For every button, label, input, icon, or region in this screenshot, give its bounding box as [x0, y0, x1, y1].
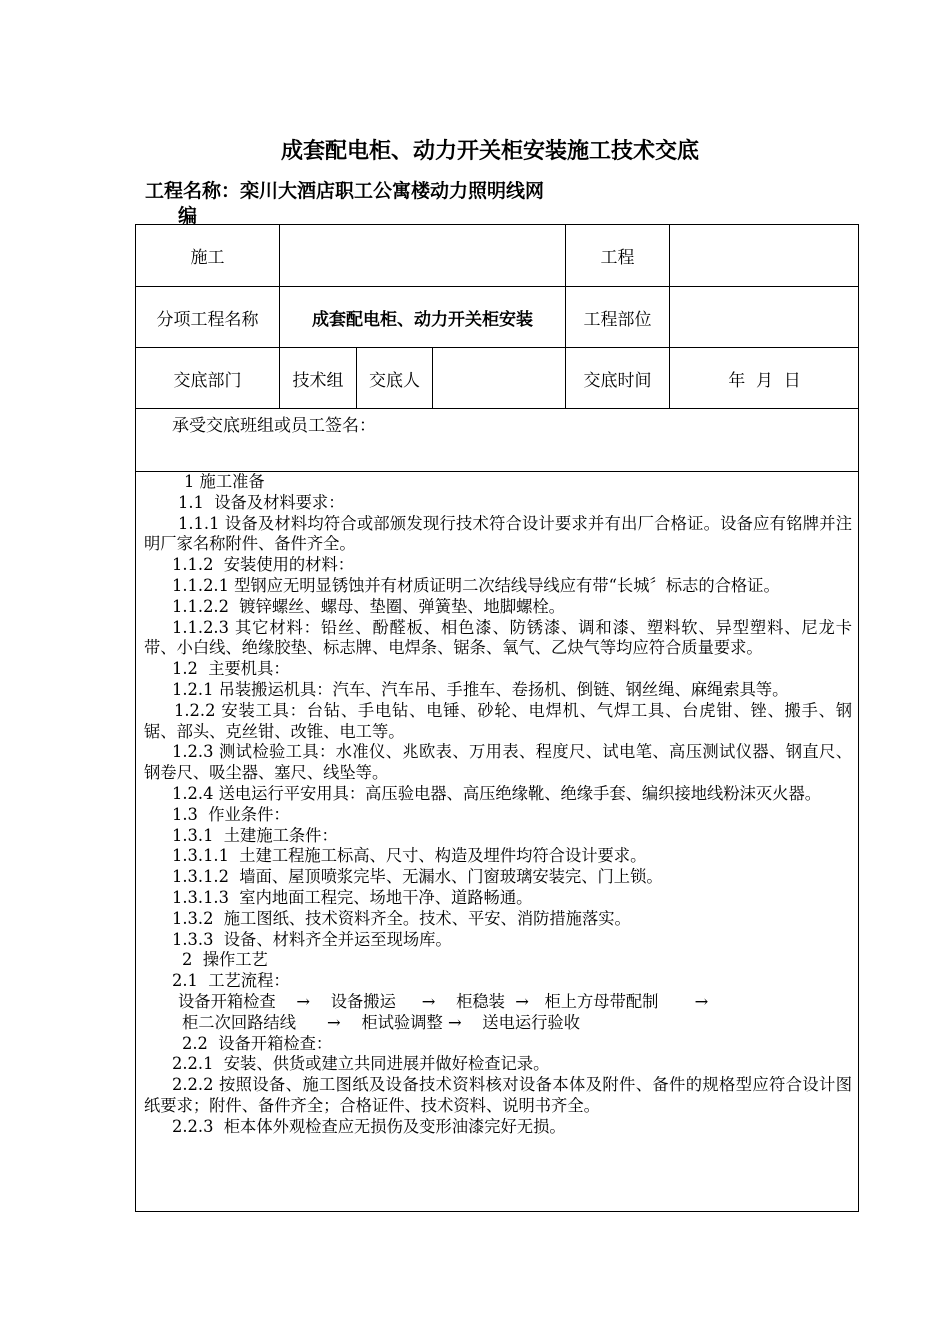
document-title: 成套配电柜、动力开关柜安装施工技术交底: [280, 139, 699, 164]
content-paragraph: 1.2.1 吊装搬运机具：汽车、汽车吊、手推车、卷扬机、倒链、钢丝绳、麻绳索具等。: [172, 679, 789, 699]
presenter-label: 交底人: [369, 370, 420, 391]
disclosure-content: [144, 472, 852, 1138]
content-paragraph: 1.1.2 安装使用的材料：: [172, 555, 355, 575]
presenter-value: [433, 348, 565, 408]
project-part-label: 工程部位: [583, 309, 652, 330]
sub-item-label: 分项工程名称: [156, 309, 259, 330]
content-paragraph: 1.2.3 测试检验工具：水准仪、兆欧表、万用表、程度尺、试电笔、高压测试仪器、钢直尺、钢卷尺、吸尘器、塞尺、线坠等。: [144, 742, 852, 783]
content-paragraph: 柜二次回路结线 → 柜试验调整 → 送电运行验收: [182, 1012, 580, 1032]
content-paragraph: 1.1.2.3 其它材料：铅丝、酚醛板、相色漆、防锈漆、调和漆、塑料软、异型塑料、尼龙卡带、小白线、绝缘胶垫、标志牌、电焊条、锯条、氧气、乙炔气等均应符合质量要求。: [144, 617, 852, 658]
content-paragraph: 2.2.2 按照设备、施工图纸及设备技术资料核对设备本体及附件、备件的规格型应符合设计图纸要求；附件、备件齐全；合格证件、技术资料、说明书齐全。: [144, 1075, 852, 1115]
content-paragraph: 2.2.3 柜本体外观检查应无损伤及变形油漆完好无损。: [172, 1116, 566, 1136]
content-paragraph: 1.3.1.1 土建工程施工标高、尺寸、构造及埋件均符合设计要求。: [172, 846, 647, 866]
content-paragraph: 2.2 设备开箱检查：: [182, 1033, 333, 1053]
content-paragraph: 1.2 主要机具：: [172, 659, 290, 679]
content-paragraph: 1.3.1.2 墙面、屋顶喷浆完毕、无漏水、门窗玻璃安装完、门上锁。: [172, 867, 663, 887]
content-paragraph: 1.1.2.1 型钢应无明显锈蚀并有材质证明二次结线导线应有带“长城〞标志的合格证。: [172, 575, 780, 595]
content-paragraph: 1.3.1 土建施工条件：: [172, 825, 338, 845]
content-paragraph: 1.2.2 安装工具：台钻、手电钻、电锤、砂轮、电焊机、气焊工具、台虎钳、锉、搬手、钢锯、部头、克丝钳、改锥、电工等。: [144, 700, 852, 741]
date-value: 年 月 日: [728, 370, 801, 391]
project-name: 工程名称：栾川大酒店职工公寓楼动力照明线网: [145, 180, 545, 202]
content-paragraph: 2.1 工艺流程：: [172, 971, 290, 991]
content-paragraph: 1.2.4 送电运行平安用具：高压验电器、高压绝缘靴、绝缘手套、编织接地线粉沫灭火器。: [172, 783, 822, 803]
content-paragraph: 1.3.1.3 室内地面工程完、场地干净、道路畅通。: [172, 887, 533, 907]
sub-item-value: 成套配电柜、动力开关柜安装: [312, 309, 533, 330]
content-paragraph: 2 操作工艺: [182, 950, 268, 970]
content-paragraph: 1 施工准备: [184, 472, 265, 491]
signature-label: 承受交底班组或员工签名：: [172, 416, 376, 436]
department-value: 技术组: [292, 370, 344, 391]
project-name-continuation: 编: [178, 205, 198, 227]
construction-label: 施工: [190, 248, 225, 268]
content-paragraph: 1.1.1 设备及材料均符合或部颁发现行技术符合设计要求并有出厂合格证。设备应有铭牌并注明厂家名称附件、备件齐全。: [144, 513, 852, 554]
project-part-value: [670, 287, 859, 347]
content-paragraph: 1.1.2.2 镀锌螺丝、螺母、垫圈、弹簧垫、地脚螺栓。: [172, 596, 565, 616]
construction-value: [280, 225, 565, 286]
content-paragraph: 1.1 设备及材料要求：: [178, 492, 345, 512]
project-label: 工程: [600, 248, 635, 268]
content-paragraph: 1.3.2 施工图纸、技术资料齐全。技术、平安、消防措施落实。: [172, 908, 631, 928]
content-paragraph: 2.2.1 安装、供货或建立共同进展并做好检查记录。: [172, 1054, 550, 1074]
table-row-divider: [135, 408, 859, 409]
content-paragraph: 设备开箱检查 → 设备搬运 → 柜稳装 → 柜上方母带配制 →: [178, 991, 709, 1011]
department-label: 交底部门: [173, 370, 242, 391]
date-label: 交底时间: [583, 370, 652, 391]
content-paragraph: 1.3 作业条件：: [172, 804, 290, 824]
project-value: [670, 225, 859, 286]
content-paragraph: 1.3.3 设备、材料齐全并运至现场库。: [172, 929, 452, 949]
